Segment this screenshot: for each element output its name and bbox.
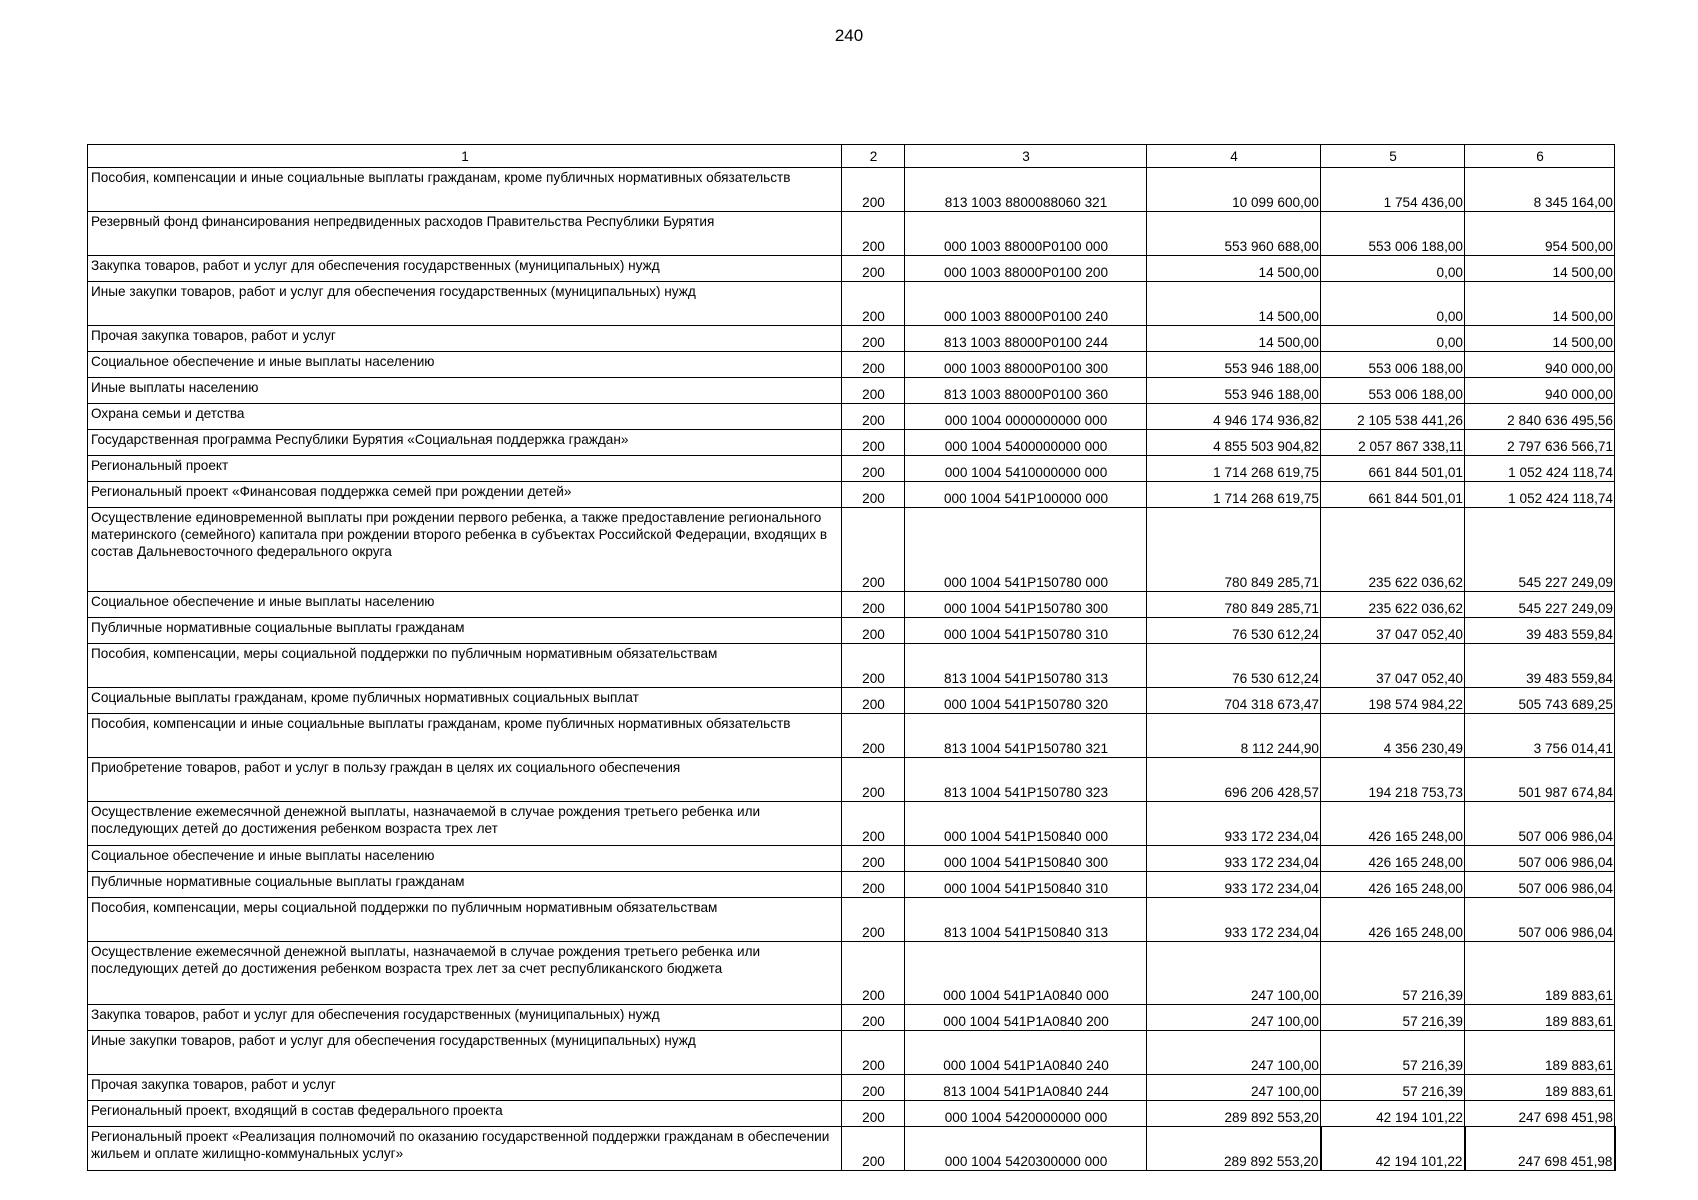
row-code-cell: 200 (842, 758, 905, 802)
row-code-cell: 200 (842, 644, 905, 688)
row-amount-col6-cell: 247 698 451,98 (1465, 1127, 1615, 1171)
row-amount-col4-cell: 247 100,00 (1147, 1075, 1321, 1101)
row-amount-col6-cell: 507 006 986,04 (1465, 802, 1615, 846)
row-amount-col6-cell: 940 000,00 (1465, 378, 1615, 404)
row-code-cell: 200 (842, 618, 905, 644)
row-amount-col5-cell: 661 844 501,01 (1321, 456, 1465, 482)
row-code-cell: 200 (842, 352, 905, 378)
row-amount-col6-cell: 1 052 424 118,74 (1465, 456, 1615, 482)
table-row (88, 618, 1615, 644)
table-row (88, 282, 1615, 326)
row-code-cell: 200 (842, 1101, 905, 1127)
row-amount-col6-cell: 14 500,00 (1465, 282, 1615, 326)
row-code-cell: 200 (842, 1005, 905, 1031)
table-row (88, 430, 1615, 456)
row-name-cell: Социальные выплаты гражданам, кроме публичных нормативных социальных выплат (88, 688, 842, 714)
row-classification-code-cell: 000 1004 5420000000 000 (905, 1101, 1147, 1127)
row-amount-col5-cell: 42 194 101,22 (1321, 1127, 1465, 1171)
row-amount-col5-cell: 57 216,39 (1321, 942, 1465, 1005)
row-amount-col5-cell: 426 165 248,00 (1321, 846, 1465, 872)
row-amount-col5-cell: 426 165 248,00 (1321, 872, 1465, 898)
row-amount-col5-cell: 553 006 188,00 (1321, 352, 1465, 378)
row-amount-col4-cell: 780 849 285,71 (1147, 592, 1321, 618)
column-header: 5 (1321, 145, 1465, 168)
row-amount-col4-cell: 289 892 553,20 (1147, 1101, 1321, 1127)
row-name-cell: Региональный проект (88, 456, 842, 482)
row-classification-code-cell: 000 1004 541P1A0840 000 (905, 942, 1147, 1005)
row-code-cell: 200 (842, 282, 905, 326)
row-name-cell: Пособия, компенсации и иные социальные выплаты гражданам, кроме публичных нормативных обязательств (88, 168, 842, 212)
row-amount-col5-cell: 57 216,39 (1321, 1075, 1465, 1101)
table-row (88, 592, 1615, 618)
row-amount-col6-cell: 8 345 164,00 (1465, 168, 1615, 212)
row-amount-col6-cell: 1 052 424 118,74 (1465, 482, 1615, 508)
table-row (88, 378, 1615, 404)
row-amount-col4-cell: 553 946 188,00 (1147, 378, 1321, 404)
row-code-cell: 200 (842, 508, 905, 592)
row-amount-col6-cell: 545 227 249,09 (1465, 508, 1615, 592)
table-row (88, 942, 1615, 1005)
row-classification-code-cell: 000 1004 541P1A0840 240 (905, 1031, 1147, 1075)
row-amount-col4-cell: 933 172 234,04 (1147, 846, 1321, 872)
row-name-cell: Прочая закупка товаров, работ и услуг (88, 1075, 842, 1101)
row-amount-col4-cell: 933 172 234,04 (1147, 802, 1321, 846)
column-header: 2 (842, 145, 905, 168)
row-classification-code-cell: 000 1003 88000P0100 200 (905, 256, 1147, 282)
table-row (88, 456, 1615, 482)
table-row (88, 1031, 1615, 1075)
row-name-cell: Прочая закупка товаров, работ и услуг (88, 326, 842, 352)
row-amount-col6-cell: 507 006 986,04 (1465, 872, 1615, 898)
row-amount-col5-cell: 198 574 984,22 (1321, 688, 1465, 714)
row-code-cell: 200 (842, 212, 905, 256)
row-name-cell: Социальное обеспечение и иные выплаты населению (88, 592, 842, 618)
row-amount-col4-cell: 14 500,00 (1147, 282, 1321, 326)
row-code-cell: 200 (842, 168, 905, 212)
row-amount-col6-cell: 247 698 451,98 (1465, 1101, 1615, 1127)
column-header: 3 (905, 145, 1147, 168)
row-amount-col6-cell: 3 756 014,41 (1465, 714, 1615, 758)
row-name-cell: Социальное обеспечение и иные выплаты населению (88, 846, 842, 872)
row-amount-col6-cell: 39 483 559,84 (1465, 618, 1615, 644)
row-amount-col4-cell: 10 099 600,00 (1147, 168, 1321, 212)
row-amount-col6-cell: 39 483 559,84 (1465, 644, 1615, 688)
row-name-cell: Иные закупки товаров, работ и услуг для обеспечения государственных (муниципальных) нужд (88, 282, 842, 326)
row-code-cell: 200 (842, 1127, 905, 1171)
row-code-cell: 200 (842, 1075, 905, 1101)
row-classification-code-cell: 813 1004 541P150840 313 (905, 898, 1147, 942)
row-amount-col5-cell: 0,00 (1321, 326, 1465, 352)
row-classification-code-cell: 813 1004 541P150780 321 (905, 714, 1147, 758)
row-amount-col6-cell: 505 743 689,25 (1465, 688, 1615, 714)
row-amount-col6-cell: 501 987 674,84 (1465, 758, 1615, 802)
row-name-cell: Публичные нормативные социальные выплаты гражданам (88, 872, 842, 898)
row-amount-col5-cell: 42 194 101,22 (1321, 1101, 1465, 1127)
row-name-cell: Социальное обеспечение и иные выплаты населению (88, 352, 842, 378)
row-amount-col6-cell: 545 227 249,09 (1465, 592, 1615, 618)
row-code-cell: 200 (842, 378, 905, 404)
table-row (88, 256, 1615, 282)
row-name-cell: Публичные нормативные социальные выплаты гражданам (88, 618, 842, 644)
row-name-cell: Охрана семьи и детства (88, 404, 842, 430)
row-name-cell: Пособия, компенсации и иные социальные выплаты гражданам, кроме публичных нормативных обязательств (88, 714, 842, 758)
row-name-cell: Закупка товаров, работ и услуг для обеспечения государственных (муниципальных) нужд (88, 1005, 842, 1031)
row-classification-code-cell: 000 1004 5420300000 000 (905, 1127, 1147, 1171)
row-amount-col4-cell: 8 112 244,90 (1147, 714, 1321, 758)
row-code-cell: 200 (842, 898, 905, 942)
table-row (88, 482, 1615, 508)
table-row (88, 802, 1615, 846)
table-row (88, 1127, 1615, 1171)
row-amount-col5-cell: 37 047 052,40 (1321, 644, 1465, 688)
column-header-row (88, 145, 1615, 168)
row-amount-col5-cell: 0,00 (1321, 256, 1465, 282)
row-name-cell: Пособия, компенсации, меры социальной поддержки по публичным нормативным обязательствам (88, 644, 842, 688)
row-amount-col6-cell: 14 500,00 (1465, 326, 1615, 352)
row-classification-code-cell: 000 1004 5410000000 000 (905, 456, 1147, 482)
row-classification-code-cell: 000 1004 541P150780 310 (905, 618, 1147, 644)
row-classification-code-cell: 000 1003 88000P0100 240 (905, 282, 1147, 326)
row-amount-col4-cell: 247 100,00 (1147, 942, 1321, 1005)
row-amount-col6-cell: 189 883,61 (1465, 1005, 1615, 1031)
row-amount-col4-cell: 14 500,00 (1147, 326, 1321, 352)
row-code-cell: 200 (842, 456, 905, 482)
row-amount-col4-cell: 247 100,00 (1147, 1031, 1321, 1075)
row-code-cell: 200 (842, 430, 905, 456)
table-row (88, 1075, 1615, 1101)
row-name-cell: Закупка товаров, работ и услуг для обеспечения государственных (муниципальных) нужд (88, 256, 842, 282)
table-row (88, 168, 1615, 212)
row-classification-code-cell: 000 1004 541P150780 320 (905, 688, 1147, 714)
row-amount-col4-cell: 553 946 188,00 (1147, 352, 1321, 378)
row-amount-col5-cell: 57 216,39 (1321, 1031, 1465, 1075)
row-amount-col4-cell: 1 714 268 619,75 (1147, 456, 1321, 482)
row-code-cell: 200 (842, 1031, 905, 1075)
row-amount-col4-cell: 76 530 612,24 (1147, 644, 1321, 688)
row-amount-col6-cell: 2 797 636 566,71 (1465, 430, 1615, 456)
row-classification-code-cell: 813 1003 88000P0100 244 (905, 326, 1147, 352)
row-amount-col4-cell: 704 318 673,47 (1147, 688, 1321, 714)
row-amount-col4-cell: 1 714 268 619,75 (1147, 482, 1321, 508)
row-amount-col5-cell: 4 356 230,49 (1321, 714, 1465, 758)
row-code-cell: 200 (842, 846, 905, 872)
row-classification-code-cell: 000 1003 88000P0100 300 (905, 352, 1147, 378)
page-number: 240 (834, 26, 864, 45)
row-amount-col5-cell: 426 165 248,00 (1321, 898, 1465, 942)
row-code-cell: 200 (842, 326, 905, 352)
row-amount-col6-cell: 189 883,61 (1465, 942, 1615, 1005)
row-amount-col5-cell: 426 165 248,00 (1321, 802, 1465, 846)
row-classification-code-cell: 813 1003 8800088060 321 (905, 168, 1147, 212)
table-row (88, 1101, 1615, 1127)
row-name-cell: Пособия, компенсации, меры социальной поддержки по публичным нормативным обязательствам (88, 898, 842, 942)
row-classification-code-cell: 813 1003 88000P0100 360 (905, 378, 1147, 404)
row-amount-col6-cell: 507 006 986,04 (1465, 898, 1615, 942)
row-name-cell: Иные закупки товаров, работ и услуг для обеспечения государственных (муниципальных) нужд (88, 1031, 842, 1075)
row-amount-col5-cell: 661 844 501,01 (1321, 482, 1465, 508)
column-header: 1 (88, 145, 842, 168)
row-name-cell: Региональный проект «Финансовая поддержка семей при рождении детей» (88, 482, 842, 508)
row-amount-col4-cell: 14 500,00 (1147, 256, 1321, 282)
table-row (88, 508, 1615, 592)
row-classification-code-cell: 000 1004 541P150780 000 (905, 508, 1147, 592)
row-amount-col4-cell: 289 892 553,20 (1147, 1127, 1321, 1171)
row-code-cell: 200 (842, 404, 905, 430)
row-classification-code-cell: 000 1004 541P100000 000 (905, 482, 1147, 508)
table-row (88, 714, 1615, 758)
row-amount-col5-cell: 553 006 188,00 (1321, 378, 1465, 404)
row-amount-col4-cell: 76 530 612,24 (1147, 618, 1321, 644)
table-row (88, 872, 1615, 898)
row-amount-col6-cell: 189 883,61 (1465, 1075, 1615, 1101)
row-classification-code-cell: 813 1004 541P150780 323 (905, 758, 1147, 802)
row-amount-col6-cell: 507 006 986,04 (1465, 846, 1615, 872)
table-row (88, 404, 1615, 430)
row-name-cell: Осуществление ежемесячной денежной выплаты, назначаемой в случае рождения третьего ребенка или последующих детей до достижения ребенком возраста трех лет за счет республиканского бюджета (88, 942, 842, 1005)
row-amount-col4-cell: 780 849 285,71 (1147, 508, 1321, 592)
table-row (88, 898, 1615, 942)
row-amount-col4-cell: 4 855 503 904,82 (1147, 430, 1321, 456)
row-classification-code-cell: 000 1004 0000000000 000 (905, 404, 1147, 430)
row-amount-col5-cell: 2 057 867 338,11 (1321, 430, 1465, 456)
table-row (88, 326, 1615, 352)
row-name-cell: Осуществление ежемесячной денежной выплаты, назначаемой в случае рождения третьего ребенка или последующих детей до достижения ребенком возраста трех лет (88, 802, 842, 846)
row-classification-code-cell: 000 1004 541P1A0840 200 (905, 1005, 1147, 1031)
table-row (88, 688, 1615, 714)
row-amount-col6-cell: 14 500,00 (1465, 256, 1615, 282)
table-row (88, 352, 1615, 378)
row-name-cell: Государственная программа Республики Бурятия «Социальная поддержка граждан» (88, 430, 842, 456)
row-name-cell: Иные выплаты населению (88, 378, 842, 404)
table-row (88, 644, 1615, 688)
table-row (88, 212, 1615, 256)
row-amount-col5-cell: 194 218 753,73 (1321, 758, 1465, 802)
row-code-cell: 200 (842, 802, 905, 846)
row-amount-col4-cell: 4 946 174 936,82 (1147, 404, 1321, 430)
row-amount-col4-cell: 696 206 428,57 (1147, 758, 1321, 802)
table-row (88, 846, 1615, 872)
budget-table (87, 144, 1616, 1171)
column-header: 6 (1465, 145, 1615, 168)
row-amount-col5-cell: 553 006 188,00 (1321, 212, 1465, 256)
row-amount-col5-cell: 37 047 052,40 (1321, 618, 1465, 644)
row-name-cell: Региональный проект, входящий в состав федерального проекта (88, 1101, 842, 1127)
table-row (88, 758, 1615, 802)
row-amount-col6-cell: 189 883,61 (1465, 1031, 1615, 1075)
row-amount-col5-cell: 235 622 036,62 (1321, 508, 1465, 592)
row-name-cell: Резервный фонд финансирования непредвиденных расходов Правительства Республики Бурятия (88, 212, 842, 256)
row-classification-code-cell: 000 1004 541P150780 300 (905, 592, 1147, 618)
row-name-cell: Региональный проект «Реализация полномочий по оказанию государственной поддержки гражданам в обеспечении жильем и оплате жилищно-коммунальных услуг» (88, 1127, 842, 1171)
table-row (88, 1005, 1615, 1031)
row-amount-col6-cell: 940 000,00 (1465, 352, 1615, 378)
row-amount-col5-cell: 235 622 036,62 (1321, 592, 1465, 618)
row-amount-col6-cell: 2 840 636 495,56 (1465, 404, 1615, 430)
row-code-cell: 200 (842, 872, 905, 898)
row-classification-code-cell: 813 1004 541P150780 313 (905, 644, 1147, 688)
row-name-cell: Приобретение товаров, работ и услуг в пользу граждан в целях их социального обеспечения (88, 758, 842, 802)
row-amount-col6-cell: 954 500,00 (1465, 212, 1615, 256)
row-amount-col5-cell: 0,00 (1321, 282, 1465, 326)
row-classification-code-cell: 000 1004 541P150840 000 (905, 802, 1147, 846)
row-amount-col4-cell: 247 100,00 (1147, 1005, 1321, 1031)
row-amount-col5-cell: 2 105 538 441,26 (1321, 404, 1465, 430)
row-amount-col5-cell: 57 216,39 (1321, 1005, 1465, 1031)
row-name-cell: Осуществление единовременной выплаты при рождении первого ребенка, а также предоставление регионального материнского (семейного) капитала при рождении второго ребенка в субъектах Российской Федерации, входящих в состав Дальневосточного федерального округа (88, 508, 842, 592)
row-code-cell: 200 (842, 942, 905, 1005)
row-amount-col5-cell: 1 754 436,00 (1321, 168, 1465, 212)
row-amount-col4-cell: 933 172 234,04 (1147, 898, 1321, 942)
column-header: 4 (1147, 145, 1321, 168)
row-classification-code-cell: 000 1004 541P150840 300 (905, 846, 1147, 872)
row-code-cell: 200 (842, 482, 905, 508)
row-classification-code-cell: 000 1004 5400000000 000 (905, 430, 1147, 456)
row-classification-code-cell: 813 1004 541P1A0840 244 (905, 1075, 1147, 1101)
row-code-cell: 200 (842, 688, 905, 714)
row-amount-col4-cell: 553 960 688,00 (1147, 212, 1321, 256)
row-code-cell: 200 (842, 714, 905, 758)
row-code-cell: 200 (842, 592, 905, 618)
row-amount-col4-cell: 933 172 234,04 (1147, 872, 1321, 898)
row-classification-code-cell: 000 1004 541P150840 310 (905, 872, 1147, 898)
row-classification-code-cell: 000 1003 88000P0100 000 (905, 212, 1147, 256)
row-code-cell: 200 (842, 256, 905, 282)
